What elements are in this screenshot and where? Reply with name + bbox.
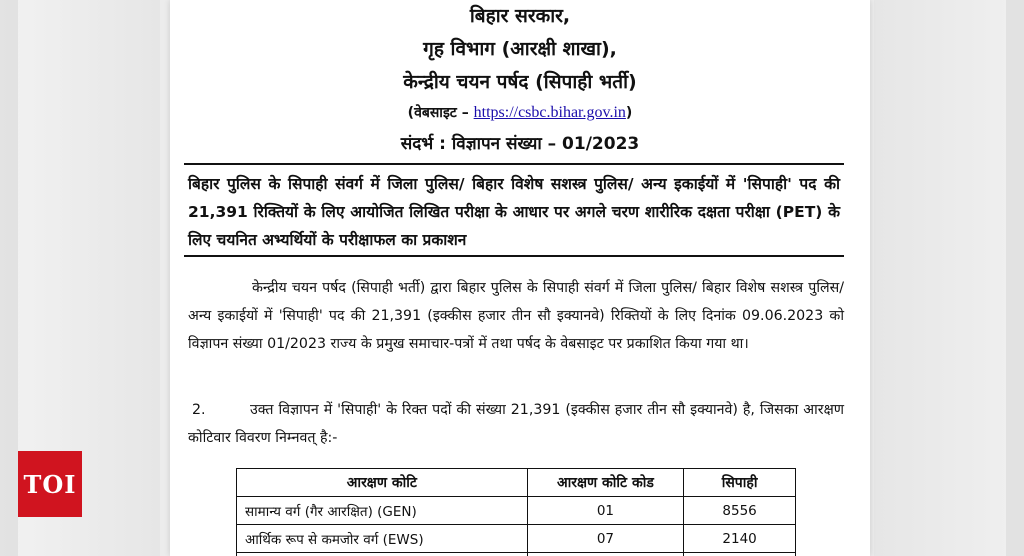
right-edge	[1006, 0, 1024, 556]
document-page	[170, 0, 870, 556]
header-department: गृह विभाग (आरक्षी शाखा),	[423, 38, 617, 60]
paragraph-2-number: 2.	[192, 402, 206, 418]
header-website	[170, 103, 870, 122]
row-category: आर्थिक रूप से कमजोर वर्ग (EWS)	[237, 525, 528, 553]
paragraph-1: केन्द्रीय चयन पर्षद (सिपाही भर्ती) द्वारा बिहार पुलिस के सिपाही संवर्ग में जिला पुलिस/ बिहार विशेष सशस्त्र पुलिस/ अन्य इकाईयों में 'सिपाही' पद की 21,391 (इक्कीस हजार तीन सौ इक्यानवे) रिक्तियों के लिए दिनांक 09.06.2023 को विज्ञापन संख्या 01/2023 राज्य के प्रमुख समाचार-पत्रों में तथा पर्षद के वेबसाइट पर प्रकाशित किया गया था।	[188, 280, 844, 352]
website-prefix: (वेबसाइट –	[407, 105, 469, 121]
table-row	[237, 525, 796, 553]
paragraph-2-text: उक्त विज्ञापन में 'सिपाही' के रिक्त पदों की संख्या 21,391 (इक्कीस हजार तीन सौ इक्यानवे) है, जिसका आरक्षण कोटिवार विवरण निम्नवत् है:-	[188, 402, 844, 446]
header-government: बिहार सरकार,	[469, 5, 571, 27]
header-category: आरक्षण कोटि	[237, 469, 528, 497]
table-row	[237, 497, 796, 525]
table-row-partial	[237, 553, 796, 556]
website-suffix: )	[625, 105, 633, 121]
website-link[interactable]: https://csbc.bihar.gov.in	[473, 104, 626, 121]
toi-logo: TOI	[18, 451, 82, 517]
row-count: 8556	[684, 497, 796, 525]
right-background	[874, 0, 1024, 556]
row-count: 2140	[684, 525, 796, 553]
divider-bottom	[184, 255, 844, 257]
row-category: सामान्य वर्ग (गैर आरक्षित) (GEN)	[237, 497, 528, 525]
table-header-row	[237, 469, 796, 497]
header-board: केन्द्रीय चयन पर्षद (सिपाही भर्ती)	[403, 71, 637, 93]
header-constable: सिपाही	[684, 469, 796, 497]
row-code: 07	[527, 525, 684, 553]
left-edge	[0, 0, 18, 556]
divider-top	[184, 163, 844, 165]
paragraph-2	[188, 396, 844, 452]
reference-number: संदर्भ : विज्ञापन संख्या – 01/2023	[400, 134, 640, 154]
subject-text: बिहार पुलिस के सिपाही संवर्ग में जिला पुलिस/ बिहार विशेष सशस्त्र पुलिस/ अन्य इकाईयों में 'सिपाही' पद की 21,391 रिक्तियों के लिए आयोजित लिखित परीक्षा के आधार पर अगले चरण शारीरिक दक्षता परीक्षा (PET) के लिए चयनित अभ्यर्थियों के परीक्षाफल का प्रकाशन	[188, 175, 840, 249]
row-code: 01	[527, 497, 684, 525]
header-code: आरक्षण कोटि कोड	[527, 469, 684, 497]
reservation-table	[236, 468, 796, 556]
